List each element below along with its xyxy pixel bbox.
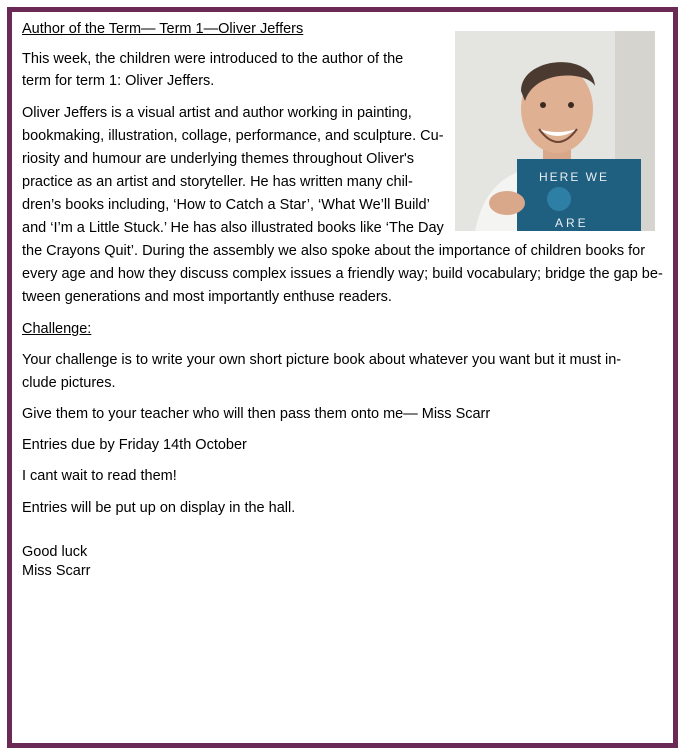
challenge-heading: Challenge: <box>22 321 92 337</box>
bio-line-5: dren’s books including, ‘How to Catch a Star’, ‘What We’ll Build’ <box>22 197 430 213</box>
bio-line-4: practice as an artist and storyteller. He has written many chil- <box>22 174 413 190</box>
bio-line-2: bookmaking, illustration, collage, performance, and sculpture. Cu- <box>22 128 444 144</box>
give-text: Give them to your teacher who will then pass them onto me— Miss Scarr <box>22 406 491 422</box>
author-portrait-illustration <box>455 31 655 231</box>
book-title-line-1: HERE WE <box>539 170 610 184</box>
sign-off-name: Miss Scarr <box>22 563 91 579</box>
cant-wait-text: I cant wait to read them! <box>22 468 177 484</box>
bio-line-9: tween generations and most importantly enthuse readers. <box>22 289 392 305</box>
bio-line-7: the Crayons Quit’. During the assembly we also spoke about the importance of children books for <box>22 243 646 259</box>
challenge-line-2: clude pictures. <box>22 375 116 391</box>
bio-line-8: every age and how they discuss complex issues a friendly way; build vocabulary; bridge the gap be- <box>22 266 663 282</box>
book-cover <box>517 159 641 231</box>
newsletter-frame <box>7 7 678 748</box>
sign-off-good-luck: Good luck <box>22 544 88 560</box>
author-photo <box>455 31 655 231</box>
bio-line-1: Oliver Jeffers is a visual artist and author working in painting, <box>22 105 412 121</box>
bio-line-6: and ‘I’m a Little Stuck.’ He has also illustrated books like ‘The Day <box>22 220 444 236</box>
book-title-line-2: ARE <box>555 216 589 230</box>
challenge-line-1: Your challenge is to write your own short picture book about whatever you want but it must in- <box>22 352 622 368</box>
intro-line-2: term for term 1: Oliver Jeffers. <box>22 73 215 89</box>
intro-line-1: This week, the children were introduced to the author of the <box>22 51 404 67</box>
due-text: Entries due by Friday 14th October <box>22 437 247 453</box>
display-text: Entries will be put up on display in the hall. <box>22 500 296 516</box>
section-heading: Author of the Term— Term 1—Oliver Jeffers <box>22 21 304 37</box>
bio-line-3: riosity and humour are underlying themes throughout Oliver's <box>22 151 415 167</box>
